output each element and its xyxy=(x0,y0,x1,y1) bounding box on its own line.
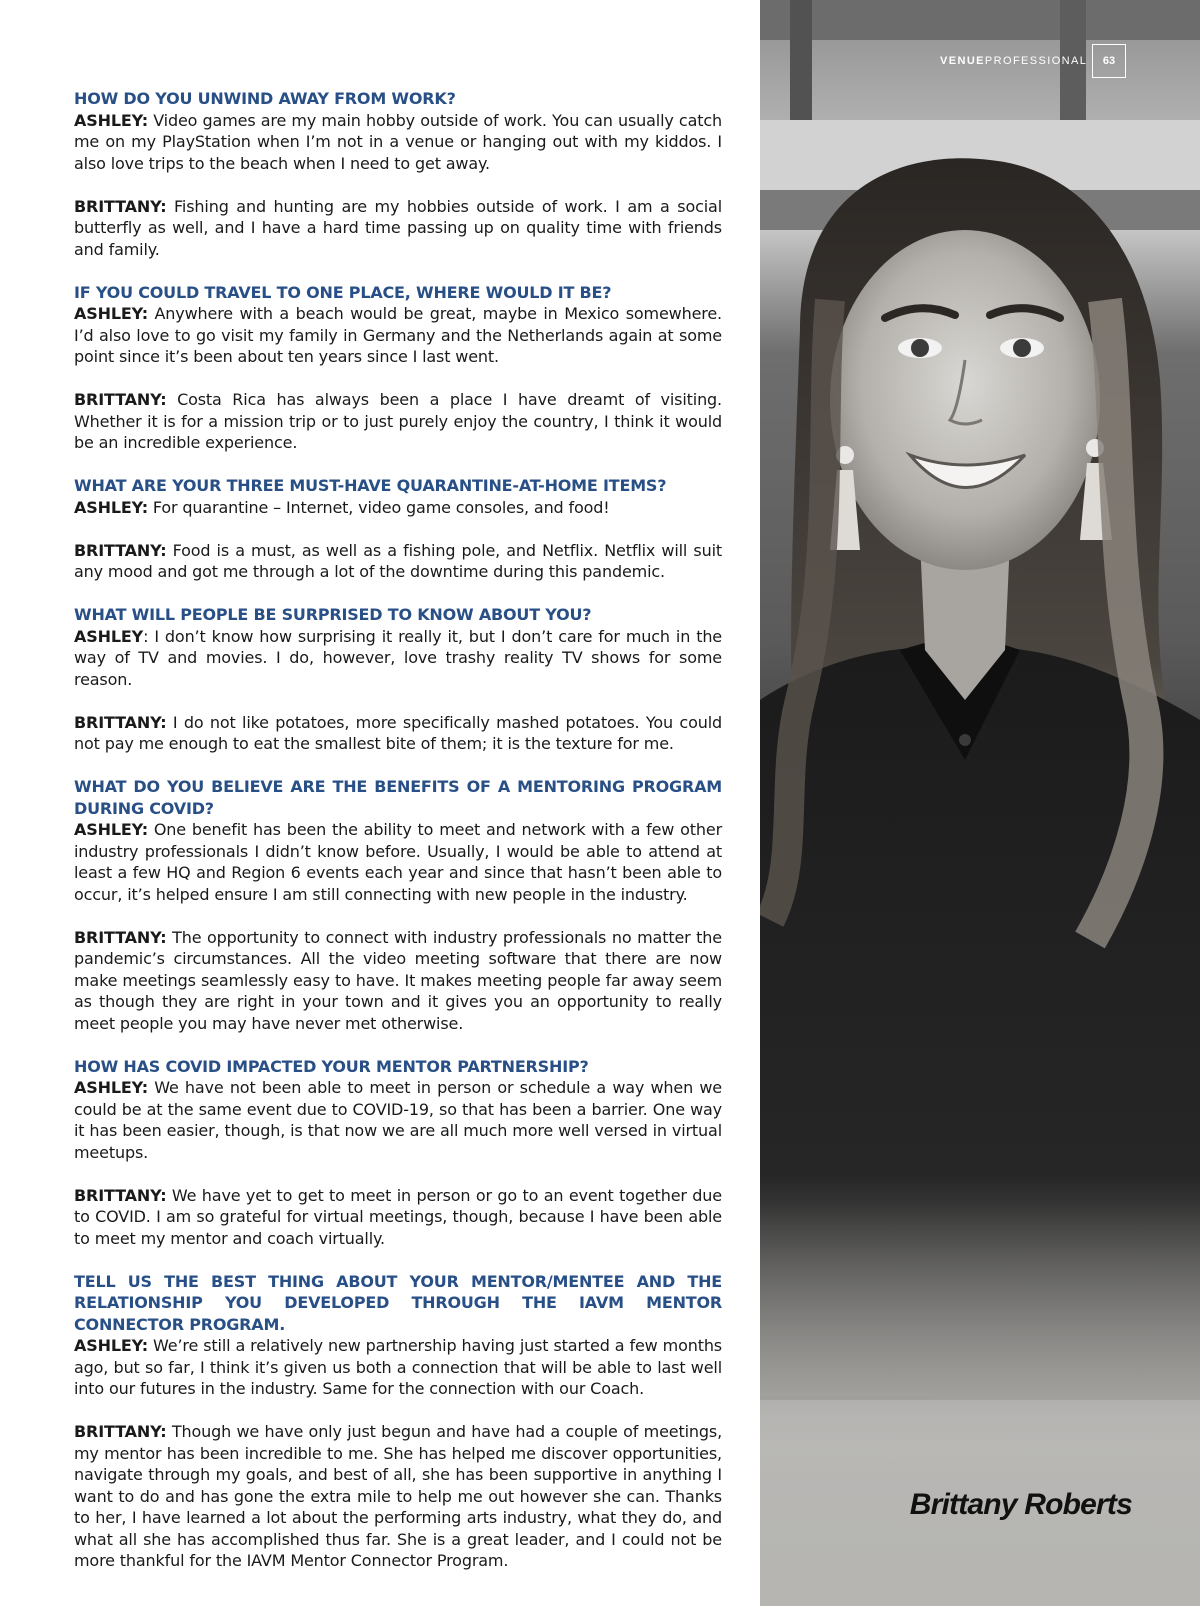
answer-text: We’re still a relatively new partnership having just started a few months ago, but so far, I think it’s given us both a connection that will be able to last well into our futures in the industry. Same for the connection with our Coach. xyxy=(74,1336,722,1398)
question-heading: WHAT WILL PEOPLE BE SURPRISED TO KNOW ABOUT YOU? xyxy=(74,605,592,624)
answer-text: Costa Rica has always been a place I have dreamt of visiting. Whether it is for a mission trip or to just purely enjoy the country, I think it would be an incredible experience. xyxy=(74,390,722,452)
speaker-label: BRITTANY: xyxy=(74,1185,167,1205)
question-heading: TELL US THE BEST THING ABOUT YOUR MENTOR/MENTEE AND THE RELATIONSHIP YOU DEVELOPED THROUGH THE IAVM MENTOR CONNECTOR PROGRAM. xyxy=(74,1271,722,1334)
answer-paragraph xyxy=(74,819,722,905)
question-heading: WHAT DO YOU BELIEVE ARE THE BENEFITS OF A MENTORING PROGRAM DURING COVID? xyxy=(74,777,722,818)
answer-text: Video games are my main hobby outside of work. You can usually catch me on my PlayStation when I’m not in a venue or hanging out with my kiddos. I also love trips to the beach when I need to get away. xyxy=(74,110,722,173)
photo-caption: Brittany Roberts xyxy=(909,1488,1132,1521)
brand-name-light: PROFESSIONAL xyxy=(984,55,1088,67)
answer-text: The opportunity to connect with industry professionals no matter the pandemic’s circumstances. All the video meeting software that there are now make meetings seamlessly easy to have. It makes meeting people far away seem as though they are right in your town and it gives you an opportunity to really meet people you may have never met otherwise. xyxy=(74,927,722,1033)
answer-text: We have not been able to meet in person or schedule a way when we could be at the same event due to COVID-19, so that has been a barrier. One way it has been easier, though, is that now we are all much more well versed in virtual meetups. xyxy=(74,1078,722,1162)
answer-paragraph xyxy=(74,626,722,691)
speaker-label: BRITTANY: xyxy=(74,196,167,216)
interview-article xyxy=(74,88,722,1593)
question-heading: HOW DO YOU UNWIND AWAY FROM WORK? xyxy=(74,89,456,108)
answer-paragraph xyxy=(74,540,722,583)
qa-block xyxy=(74,282,722,454)
answer-paragraph xyxy=(74,1335,722,1400)
speaker-label: ASHLEY: xyxy=(74,110,148,130)
question-heading: IF YOU COULD TRAVEL TO ONE PLACE, WHERE WOULD IT BE? xyxy=(74,282,612,302)
answer-text: Anywhere with a beach would be great, maybe in Mexico somewhere. I’d also love to go visit my family in Germany and the Netherlands again at some point since it’s been about ten years since I last went. xyxy=(74,304,722,366)
speaker-label: ASHLEY: xyxy=(74,1078,148,1097)
answer-text: Food is a must, as well as a fishing pole, and Netflix. Netflix will suit any mood and got me through a lot of the downtime during this pandemic. xyxy=(74,540,722,581)
magazine-masthead xyxy=(940,44,1087,78)
answer-paragraph xyxy=(74,389,722,454)
speaker-label: ASHLEY: xyxy=(74,820,148,839)
answer-text: I do not like potatoes, more specifically mashed potatoes. You could not pay me enough to eat the smallest bite of them; it is the texture for me. xyxy=(74,712,722,753)
qa-block xyxy=(74,475,722,583)
qa-block xyxy=(74,776,722,1034)
qa-block xyxy=(74,88,722,260)
speaker-label: ASHLEY: xyxy=(74,304,148,323)
answer-text: One benefit has been the ability to meet and network with a few other industry professionals I didn’t know before. Usually, I would be able to attend at least a few HQ and Region 6 events each year and since that hasn’t been able to occur, it’s helped ensure I am still connecting with new people in the industry. xyxy=(74,820,722,904)
question-heading: HOW HAS COVID IMPACTED YOUR MENTOR PARTNERSHIP? xyxy=(74,1056,589,1076)
answer-paragraph xyxy=(74,110,722,175)
answer-paragraph xyxy=(74,712,722,755)
page-number: 63 xyxy=(1092,44,1126,78)
answer-paragraph xyxy=(74,1185,722,1250)
answer-text: We have yet to get to meet in person or go to an event together due to COVID. I am so grateful for virtual meetings, though, because I have been able to meet my mentor and coach virtually. xyxy=(74,1185,722,1248)
brand-name-bold: VENUE xyxy=(940,55,985,67)
answer-paragraph xyxy=(74,927,722,1035)
portrait-illustration xyxy=(760,0,1200,1606)
speaker-label: BRITTANY: xyxy=(74,712,167,732)
answer-text: : I don’t know how surprising it really it, but I don’t care for much in the way of TV and movies. I do, however, love trashy reality TV shows for some reason. xyxy=(74,626,722,689)
answer-paragraph xyxy=(74,1421,722,1572)
speaker-label: ASHLEY xyxy=(74,626,144,646)
speaker-label: BRITTANY: xyxy=(74,927,167,947)
answer-paragraph xyxy=(74,196,722,261)
qa-block xyxy=(74,1056,722,1250)
answer-text: For quarantine – Internet, video game consoles, and food! xyxy=(147,497,610,517)
qa-block xyxy=(74,604,722,755)
qa-block xyxy=(74,1271,722,1572)
speaker-label: ASHLEY: xyxy=(74,497,148,517)
answer-text: Fishing and hunting are my hobbies outside of work. I am a social butterfly as well, and I have a hard time passing up on quality time with friends and family. xyxy=(74,196,722,259)
speaker-label: ASHLEY: xyxy=(74,1336,148,1355)
speaker-label: BRITTANY: xyxy=(74,540,167,560)
question-heading: WHAT ARE YOUR THREE MUST-HAVE QUARANTINE-AT-HOME ITEMS? xyxy=(74,476,667,495)
answer-paragraph xyxy=(74,1077,722,1163)
portrait-photo xyxy=(760,0,1200,1606)
answer-paragraph xyxy=(74,303,722,368)
speaker-label: BRITTANY: xyxy=(74,1422,167,1441)
answer-paragraph xyxy=(74,497,722,519)
answer-text: Though we have only just begun and have had a couple of meetings, my mentor has been incredible to me. She has helped me discover opportunities, navigate through my goals, and best of all, she has been supportive in anything I want to do and has gone the extra mile to help me out however she can. Thanks to her, I have learned a lot about the performing arts industry, what they do, and what all she has accomplished thus far. She is a great leader, and I could not be more thankful for the IAVM Mentor Connector Program. xyxy=(74,1422,722,1570)
speaker-label: BRITTANY: xyxy=(74,390,167,409)
